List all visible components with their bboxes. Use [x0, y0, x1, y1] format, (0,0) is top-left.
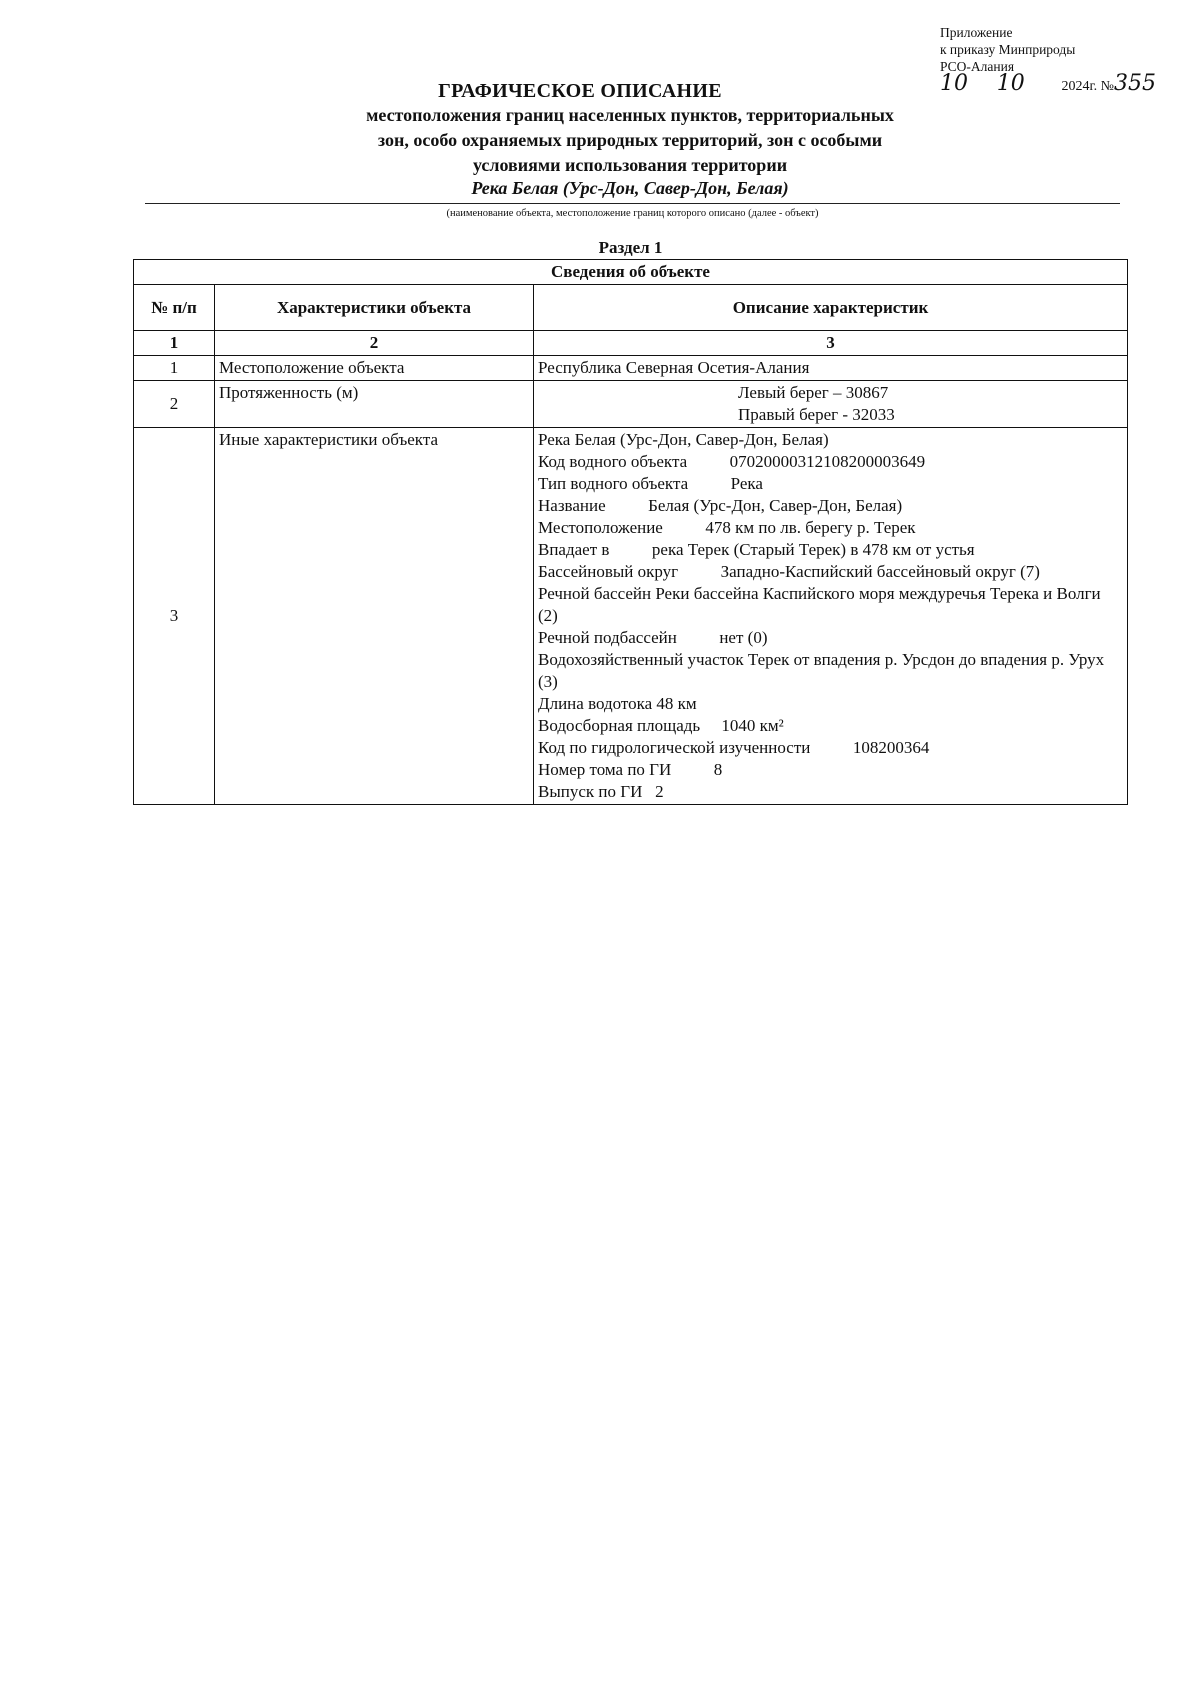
- detail-line: Местоположение 478 км по лв. берегу р. Терек: [538, 518, 916, 537]
- handwritten-number: 355: [1114, 71, 1157, 96]
- document-subtitle: местоположения границ населенных пунктов, территориальных: [366, 105, 894, 125]
- detail-line: Длина водотока 48 км: [538, 694, 697, 713]
- index-cell: 2: [215, 331, 534, 356]
- row-num: 2: [134, 381, 215, 428]
- table-row: [134, 428, 1128, 805]
- section-title: Раздел 1: [598, 238, 663, 257]
- row-description: [534, 428, 1128, 805]
- appendix-line: Приложение: [940, 25, 1013, 40]
- detail-line: Бассейновый округ Западно-Каспийский бассейновый округ (7): [538, 562, 1040, 581]
- table-title: Сведения об объекте: [134, 260, 1128, 285]
- document-subtitle: зон, особо охраняемых природных территорий, зон с особыми: [377, 130, 883, 150]
- table-row: [134, 381, 1128, 428]
- index-cell: 3: [534, 331, 1128, 356]
- divider: [145, 203, 1120, 204]
- row-characteristic: Иные характеристики объекта: [215, 428, 534, 805]
- row-description: Республика Северная Осетия-Алания: [534, 356, 1128, 381]
- appendix-line: РСО-Алания: [940, 59, 1015, 74]
- detail-line: Водохозяйственный участок Терек от впадения р. Урсдон до впадения р. Урух (3): [538, 650, 1105, 691]
- header-description: Описание характеристик: [534, 285, 1128, 331]
- handwritten-month: 10: [996, 71, 1025, 96]
- detail-line: Водосборная площадь 1040 км²: [538, 716, 784, 735]
- right-bank-length: Правый берег - 32033: [738, 405, 895, 424]
- table-index-row: [134, 331, 1128, 356]
- appendix-line: к приказу Минприроды: [940, 42, 1076, 57]
- table-row: [134, 356, 1128, 381]
- row-characteristic: Местоположение объекта: [215, 356, 534, 381]
- detail-line: Река Белая (Урс-Дон, Савер-Дон, Белая): [538, 430, 829, 449]
- detail-line: Номер тома по ГИ 8: [538, 760, 723, 779]
- row-num: 3: [134, 428, 215, 805]
- header-num: № п/п: [134, 285, 215, 331]
- document-header: [130, 80, 1130, 199]
- object-caption: (наименование объекта, местоположение границ которого описано (далее - объект): [446, 208, 819, 219]
- index-cell: 1: [134, 331, 215, 356]
- row-characteristic: Протяженность (м): [215, 381, 534, 428]
- handwritten-day: 10: [940, 71, 968, 96]
- object-info-table: [133, 259, 1128, 805]
- row-num: 1: [134, 356, 215, 381]
- document-title: ГРАФИЧЕСКОЕ ОПИСАНИЕ: [438, 80, 722, 102]
- detail-line: Речной подбассейн нет (0): [538, 628, 768, 647]
- detail-line: Тип водного объекта Река: [538, 474, 763, 493]
- table-title-row: [134, 260, 1128, 285]
- header-characteristic: Характеристики объекта: [215, 285, 534, 331]
- detail-line: Речной бассейн Реки бассейна Каспийского моря междуречья Терека и Волги (2): [538, 584, 1101, 625]
- detail-line: Выпуск по ГИ 2: [538, 782, 664, 801]
- detail-line: Код водного объекта 07020000312108200003649: [538, 452, 926, 471]
- detail-line: Впадает в река Терек (Старый Терек) в 478 км от устья: [538, 540, 975, 559]
- table-header-row: [134, 285, 1128, 331]
- detail-line: Название Белая (Урс-Дон, Савер-Дон, Белая): [538, 496, 903, 515]
- object-name: Река Белая (Урс-Дон, Савер-Дон, Белая): [471, 178, 789, 198]
- order-year: 2024г. №: [1061, 79, 1115, 94]
- detail-line: Код по гидрологической изученности 108200364: [538, 738, 930, 757]
- document-subtitle: условиями использования территории: [472, 155, 788, 175]
- row-description: [534, 381, 1128, 428]
- left-bank-length: Левый берег – 30867: [738, 383, 889, 402]
